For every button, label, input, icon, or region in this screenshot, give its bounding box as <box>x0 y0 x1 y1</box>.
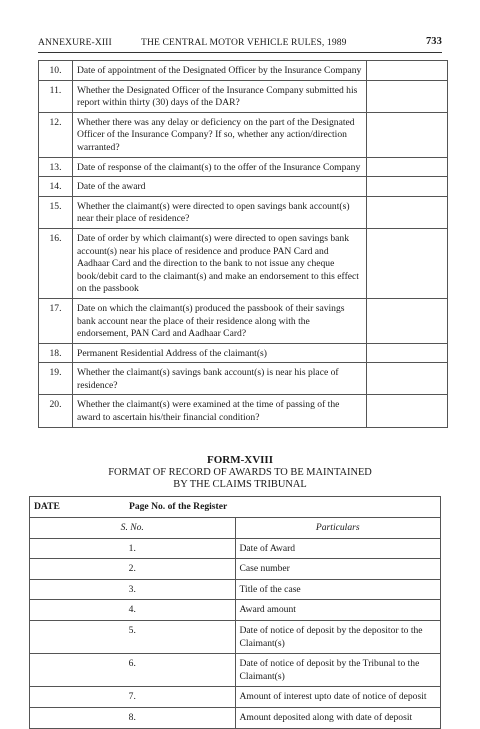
table-header-row <box>30 497 441 518</box>
table-row <box>30 538 441 559</box>
column-header-row <box>30 518 441 539</box>
table-row <box>30 620 441 653</box>
date-page-header <box>30 497 441 518</box>
row-number: 18. <box>39 343 73 363</box>
awards-record-table <box>29 496 441 729</box>
row-particular: Date of notice of deposit by the depositor to the Claimant(s) <box>235 620 441 653</box>
row-number: 15. <box>39 196 73 228</box>
table-row <box>39 157 448 177</box>
table-row <box>39 177 448 197</box>
row-question: Date on which the claimant(s) produced the passbook of their savings bank account near the place of their residence along with the endorsement, PAN Card and Aadhaar Card? <box>73 298 367 343</box>
row-number: 10. <box>39 61 73 81</box>
table-row <box>30 687 441 708</box>
answer-cell <box>367 112 448 157</box>
table-row <box>39 343 448 363</box>
table-row <box>39 196 448 228</box>
answer-cell <box>367 80 448 112</box>
table-row <box>30 579 441 600</box>
table-row <box>39 298 448 343</box>
table-row <box>30 707 441 728</box>
running-header <box>38 37 442 53</box>
table-row <box>30 559 441 580</box>
row-number: 14. <box>39 177 73 197</box>
header-rule <box>38 52 442 53</box>
row-question: Date of response of the claimant(s) to the offer of the Insurance Company <box>73 157 367 177</box>
form-subheading-line1: FORMAT OF RECORD OF AWARDS TO BE MAINTAINED <box>108 467 372 478</box>
row-number: 17. <box>39 298 73 343</box>
table-row <box>30 600 441 621</box>
table-row <box>30 654 441 687</box>
row-question: Date of the award <box>73 177 367 197</box>
row-particular: Date of Award <box>235 538 441 559</box>
row-question: Whether the Designated Officer of the Insurance Company submitted his report within thirty (30) days of the DAR? <box>73 80 367 112</box>
table-row <box>39 363 448 395</box>
row-question: Date of appointment of the Designated Officer by the Insurance Company <box>73 61 367 81</box>
row-question: Date of order by which claimant(s) were directed to open savings bank account(s) near his place of residence and produce PAN Card and Aadhaar Card and the direction to the bank to not issue any cheque book/debit card to the claimant(s) and make an endorsement to this effect on the passbook <box>73 228 367 298</box>
header-title: THE CENTRAL MOTOR VEHICLE RULES, 1989 <box>141 37 347 48</box>
row-number: 4. <box>30 600 236 621</box>
row-question: Permanent Residential Address of the claimant(s) <box>73 343 367 363</box>
row-number: 11. <box>39 80 73 112</box>
answer-cell <box>367 157 448 177</box>
row-number: 20. <box>39 395 73 427</box>
answer-cell <box>367 298 448 343</box>
table-row <box>39 61 448 81</box>
table-row <box>39 228 448 298</box>
sno-header: S. No. <box>30 518 236 539</box>
questions-table <box>38 60 448 428</box>
row-question: Whether the claimant(s) were examined at the time of passing of the award to ascertain his/their financial condition? <box>73 395 367 427</box>
row-question: Whether there was any delay or deficiency on the part of the Designated Officer of the Insurance Company? If so, whether any action/direction warranted? <box>73 112 367 157</box>
answer-cell <box>367 363 448 395</box>
row-number: 12. <box>39 112 73 157</box>
row-number: 1. <box>30 538 236 559</box>
answer-cell <box>367 196 448 228</box>
row-number: 8. <box>30 707 236 728</box>
row-particular: Case number <box>235 559 441 580</box>
row-question: Whether the claimant(s) savings bank account(s) is near his place of residence? <box>73 363 367 395</box>
table-row <box>39 112 448 157</box>
annexure-label: ANNEXURE-XIII <box>38 37 112 48</box>
row-particular: Amount deposited along with date of deposit <box>235 707 441 728</box>
row-number: 6. <box>30 654 236 687</box>
page-number: 733 <box>425 36 442 47</box>
row-particular: Award amount <box>235 600 441 621</box>
answer-cell <box>367 228 448 298</box>
row-question: Whether the claimant(s) were directed to open savings bank account(s) near their place of residence? <box>73 196 367 228</box>
particulars-header: Particulars <box>235 518 441 539</box>
row-number: 5. <box>30 620 236 653</box>
row-particular: Amount of interest upto date of notice of deposit <box>235 687 441 708</box>
date-label: DATE <box>34 501 60 512</box>
row-particular: Title of the case <box>235 579 441 600</box>
form-heading: FORM-XVIII <box>207 454 273 466</box>
row-number: 3. <box>30 579 236 600</box>
answer-cell <box>367 343 448 363</box>
answer-cell <box>367 395 448 427</box>
row-number: 13. <box>39 157 73 177</box>
row-number: 16. <box>39 228 73 298</box>
row-number: 19. <box>39 363 73 395</box>
table-row <box>39 395 448 427</box>
table-row <box>39 80 448 112</box>
form-subheading-line2: BY THE CLAIMS TRIBUNAL <box>173 479 307 490</box>
row-particular: Date of notice of deposit by the Tribunal to the Claimant(s) <box>235 654 441 687</box>
answer-cell <box>367 61 448 81</box>
row-number: 7. <box>30 687 236 708</box>
register-page-label: Page No. of the Register <box>128 501 228 512</box>
answer-cell <box>367 177 448 197</box>
row-number: 2. <box>30 559 236 580</box>
